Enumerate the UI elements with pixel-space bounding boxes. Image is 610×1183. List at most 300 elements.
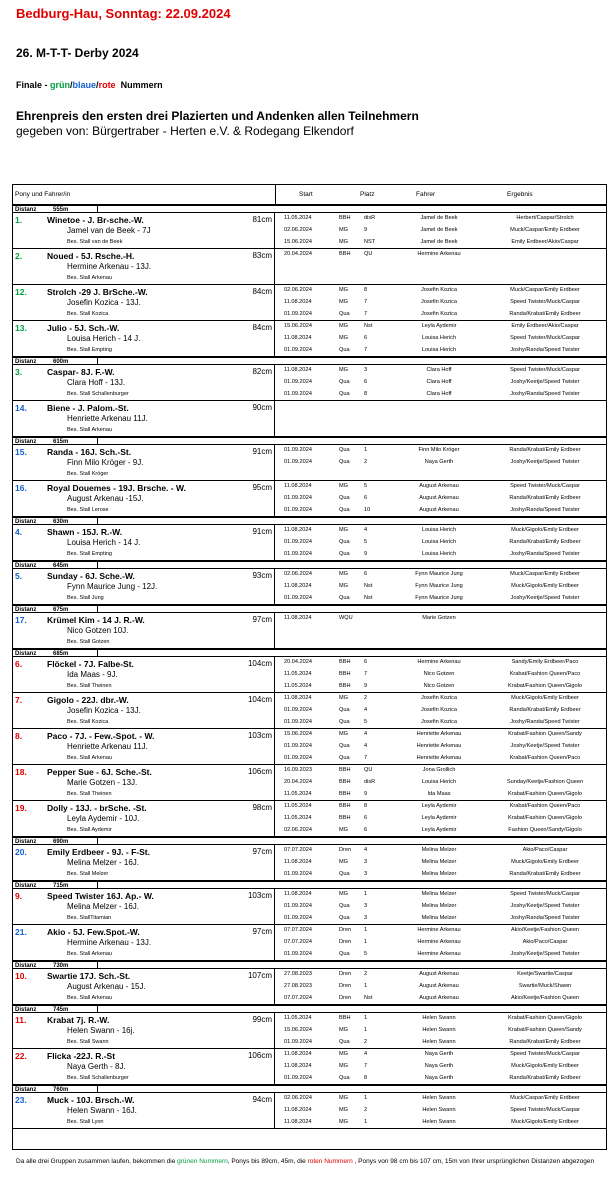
result-driver: Clara Hoff xyxy=(426,391,452,397)
result-line xyxy=(275,249,606,260)
result-line xyxy=(275,1073,606,1084)
result-date: 07.07.2024 xyxy=(284,939,312,945)
result-line xyxy=(275,657,606,668)
start-number: 19. xyxy=(15,803,27,813)
result-line xyxy=(275,777,606,788)
result-line xyxy=(275,549,606,560)
result-venue: MG xyxy=(339,367,349,373)
pony-row xyxy=(13,285,606,321)
result-place: 6 xyxy=(364,571,368,577)
stable-name: Bes. Stall Arkenau xyxy=(67,951,112,957)
result-line xyxy=(275,321,606,332)
stable-name: Bes. Stall Jung xyxy=(67,595,104,601)
result-driver: Leyla Aydemir xyxy=(421,323,457,329)
distance-value: 675m xyxy=(53,607,69,613)
result-driver: Louisa Herich xyxy=(421,335,457,341)
result-venue: Qua xyxy=(339,719,350,725)
pony-info xyxy=(13,969,275,1004)
result-line xyxy=(275,537,606,548)
pony-info xyxy=(13,213,275,248)
result-line xyxy=(275,741,606,752)
result-venue: BBH xyxy=(339,767,351,773)
result-outcome: Randa/Krabat/Emily Erdbeer xyxy=(509,707,581,713)
finale-line: Finale - grün/blaue/rote Nummern xyxy=(16,80,163,90)
result-line xyxy=(275,1013,606,1024)
result-date: 07.07.2024 xyxy=(284,995,312,1001)
result-driver: August Arkenau xyxy=(419,495,459,501)
distance-row xyxy=(13,605,606,613)
result-place: 3 xyxy=(364,367,368,373)
result-date: 11.05.2024 xyxy=(284,803,312,809)
pony-size: 103cm xyxy=(247,891,272,900)
result-line xyxy=(275,389,606,400)
result-date: 01.09.2024 xyxy=(284,951,312,957)
result-date: 11.05.2024 xyxy=(284,815,312,821)
distance-label: Distanz xyxy=(15,883,37,889)
result-driver: Jona Grollich xyxy=(422,767,456,773)
result-driver: Melina Melzer xyxy=(421,915,457,921)
result-outcome: Randa/Krabat/Emily Erdbeer xyxy=(509,871,581,877)
result-line xyxy=(275,285,606,296)
result-line xyxy=(275,693,606,704)
start-number: 1. xyxy=(15,215,23,225)
footnote-part1: Da alle drei Gruppen zusammen laufen, bekommen die xyxy=(16,1158,178,1165)
result-driver: Hermine Arkenau xyxy=(417,251,461,257)
result-outcome: Akio/Paco/Caspar xyxy=(522,939,568,945)
result-venue: MG xyxy=(339,891,349,897)
result-driver: August Arkenau xyxy=(419,971,459,977)
result-outcome: Joshy/Randa/Speed Twister xyxy=(510,719,580,725)
result-place: 4 xyxy=(364,707,368,713)
col-fahrer: Fahrer xyxy=(416,191,436,198)
driver-name: Josefin Kozica - 13J. xyxy=(67,298,141,307)
result-venue: MG xyxy=(339,227,349,233)
pony-size: 97cm xyxy=(252,615,272,624)
pony-name: Gigolo - 22J. dbr.-W. xyxy=(47,695,129,705)
distance-value: 630m xyxy=(53,519,69,525)
distance-value: 685m xyxy=(53,651,69,657)
result-driver: Henriette Arkenau xyxy=(416,731,462,737)
result-date: 11.08.2024 xyxy=(284,583,312,589)
result-line xyxy=(275,593,606,604)
result-date: 02.06.2024 xyxy=(284,827,312,833)
pony-info xyxy=(13,445,275,480)
result-line xyxy=(275,913,606,924)
footnote xyxy=(16,1157,601,1166)
start-number: 4. xyxy=(15,527,23,537)
distance-label: Distanz xyxy=(15,519,37,525)
result-place: 3 xyxy=(364,915,368,921)
result-date: 01.09.2024 xyxy=(284,507,312,513)
result-line xyxy=(275,613,606,624)
result-driver: August Arkenau xyxy=(419,983,459,989)
result-place: 6 xyxy=(364,379,368,385)
result-date: 15.06.2024 xyxy=(284,731,312,737)
result-outcome: Speed Twister/Muck/Caspar xyxy=(510,483,580,489)
result-driver: Hermine Arkenau xyxy=(417,951,461,957)
result-place: QU xyxy=(364,767,373,773)
result-outcome: Krabat/Fashion Queen/Gigolo xyxy=(507,791,582,797)
distance-label: Distanz xyxy=(15,439,37,445)
pony-size: 91cm xyxy=(252,527,272,536)
result-date: 02.06.2024 xyxy=(284,227,312,233)
result-line xyxy=(275,901,606,912)
stable-name: Bes. Stall Kröger xyxy=(67,471,109,477)
result-place: 6 xyxy=(364,659,368,665)
result-venue: BBH xyxy=(339,671,351,677)
result-date: 11.08.2024 xyxy=(284,1119,312,1125)
result-venue: MG xyxy=(339,1051,349,1057)
result-venue: Qua xyxy=(339,1039,350,1045)
result-line xyxy=(275,705,606,716)
result-venue: Dren xyxy=(339,995,352,1001)
result-place: 8 xyxy=(364,803,368,809)
distance-row xyxy=(13,517,606,525)
result-line xyxy=(275,681,606,692)
result-place: 3 xyxy=(364,859,368,865)
result-driver: August Arkenau xyxy=(419,995,459,1001)
pony-size: 104cm xyxy=(247,659,272,668)
result-venue: Qua xyxy=(339,951,350,957)
result-place: 5 xyxy=(364,719,368,725)
result-driver: Naya Gerth xyxy=(424,1063,454,1069)
result-date: 01.09.2024 xyxy=(284,915,312,921)
result-line xyxy=(275,525,606,536)
result-driver: Leyla Aydemir xyxy=(421,815,457,821)
driver-name: Hermine Arkenau - 13J. xyxy=(67,938,152,947)
result-venue: MG xyxy=(339,731,349,737)
start-number: 10. xyxy=(15,971,27,981)
result-outcome: Speed Twister/Muck/Caspar xyxy=(510,367,580,373)
result-place: Nst xyxy=(364,595,373,601)
stable-name: Bes. Stall Lyon xyxy=(67,1119,104,1125)
result-place: 7 xyxy=(364,299,368,305)
pony-info xyxy=(13,525,275,560)
stable-name: Bes. Stall Schallenburger xyxy=(67,1075,129,1081)
prize-heading: Ehrenpreis den ersten drei Plazierten und Andenken allen Teilnehmern xyxy=(16,109,419,123)
pony-info xyxy=(13,401,275,436)
pony-row xyxy=(13,969,606,1005)
result-line xyxy=(275,845,606,856)
result-date: 01.09.2024 xyxy=(284,719,312,725)
pony-size: 90cm xyxy=(252,403,272,412)
result-line xyxy=(275,869,606,880)
result-venue: MG xyxy=(339,1027,349,1033)
result-line xyxy=(275,969,606,980)
finale-suffix: Nummern xyxy=(120,80,163,90)
result-date: 11.08.2024 xyxy=(284,299,312,305)
pony-name: Noued - 5J. Rsche.-H. xyxy=(47,251,135,261)
result-place: 5 xyxy=(364,539,368,545)
pony-name: Speed Twister 16J. Ap.- W. xyxy=(47,891,154,901)
result-date: 20.04.2024 xyxy=(284,779,312,785)
result-driver: Henriette Arkenau xyxy=(416,755,462,761)
pony-row xyxy=(13,365,606,401)
result-driver: Melina Melzer xyxy=(421,903,457,909)
result-outcome: Joshy/Keetje/Speed Twister xyxy=(510,951,580,957)
starter-table xyxy=(12,184,607,1150)
result-outcome: Speed Twister/Muck/Caspar xyxy=(510,299,580,305)
pony-row xyxy=(13,729,606,765)
result-driver: Melina Melzer xyxy=(421,859,457,865)
result-outcome: Joshy/Randa/Speed Twister xyxy=(510,551,580,557)
result-line xyxy=(275,1025,606,1036)
driver-name: Fynn Maurice Jung - 12J. xyxy=(67,582,158,591)
result-line xyxy=(275,717,606,728)
result-driver: August Arkenau xyxy=(419,483,459,489)
driver-name: Nico Gotzen 10J. xyxy=(67,626,129,635)
result-outcome: Joshy/Keetje/Speed Twister xyxy=(510,903,580,909)
result-date: 11.08.2024 xyxy=(284,527,312,533)
result-place: 9 xyxy=(364,791,368,797)
distance-label: Distanz xyxy=(15,359,37,365)
result-line xyxy=(275,225,606,236)
distance-row xyxy=(13,357,606,365)
start-number: 21. xyxy=(15,927,27,937)
distance-row xyxy=(13,1005,606,1013)
result-venue: BBH xyxy=(339,251,351,257)
pony-name: Royal Douemes - 19J. Brsche. - W. xyxy=(47,483,186,493)
result-place: 9 xyxy=(364,551,368,557)
result-date: 01.09.2024 xyxy=(284,707,312,713)
result-driver: Fynn Maurice Jung xyxy=(415,595,463,601)
stable-name: Bes. Stall van de Beek xyxy=(67,239,123,245)
result-driver: Josefin Kozica xyxy=(420,299,458,305)
result-outcome: Muck/Caspar/Emily Erdbeer xyxy=(510,1095,580,1101)
result-venue: MG xyxy=(339,1107,349,1113)
footnote-green: grünen Nummern xyxy=(177,1158,228,1165)
distance-label: Distanz xyxy=(15,839,37,845)
distance-label: Distanz xyxy=(15,1007,37,1013)
start-number: 8. xyxy=(15,731,23,741)
result-line xyxy=(275,457,606,468)
result-venue: MG xyxy=(339,827,349,833)
page-title: Bedburg-Hau, Sonntag: 22.09.2024 xyxy=(16,6,231,21)
stable-name: Bes. Stall Arkenau xyxy=(67,995,112,1001)
pony-row xyxy=(13,321,606,357)
result-outcome: Joshy/Randa/Speed Twister xyxy=(510,915,580,921)
stable-name: Bes. Stall Lerose xyxy=(67,507,109,513)
pony-info xyxy=(13,845,275,880)
start-number: 9. xyxy=(15,891,23,901)
distance-row xyxy=(13,437,606,445)
start-number: 5. xyxy=(15,571,23,581)
result-date: 11.08.2024 xyxy=(284,615,312,621)
driver-name: Naya Gerth - 8J. xyxy=(67,1062,126,1071)
result-date: 15.06.2024 xyxy=(284,1027,312,1033)
pony-size: 84cm xyxy=(252,287,272,296)
pony-size: 98cm xyxy=(252,803,272,812)
result-line xyxy=(275,825,606,836)
result-date: 11.08.2024 xyxy=(284,891,312,897)
pony-size: 107cm xyxy=(247,971,272,980)
table-header xyxy=(13,185,606,205)
distance-value: 690m xyxy=(53,839,69,845)
start-number: 12. xyxy=(15,287,27,297)
pony-info xyxy=(13,481,275,516)
pony-size: 82cm xyxy=(252,367,272,376)
result-date: 20.04.2024 xyxy=(284,659,312,665)
pony-name: Dolly - 13J. - brSche. -St. xyxy=(47,803,147,813)
result-venue: MG xyxy=(339,299,349,305)
result-place: Nst xyxy=(364,583,373,589)
result-venue: Dren xyxy=(339,971,352,977)
result-outcome: Muck/Gigolo/Emily Erdbeer xyxy=(511,859,579,865)
result-venue: WQU xyxy=(339,615,353,621)
result-line xyxy=(275,981,606,992)
result-outcome: Muck/Gigolo/Emily Erdbeer xyxy=(511,583,579,589)
driver-name: Helen Swann - 16j. xyxy=(67,1026,135,1035)
result-place: 1 xyxy=(364,1095,368,1101)
result-driver: Clara Hoff xyxy=(426,367,452,373)
col-pony: Pony und Fahrer/in xyxy=(15,191,71,198)
result-line xyxy=(275,309,606,320)
result-driver: Louisa Herich xyxy=(421,347,457,353)
result-outcome: Joshy/Randa/Speed Twister xyxy=(510,347,580,353)
stable-name: Bes. Stall Theinen xyxy=(67,791,112,797)
pony-info xyxy=(13,285,275,320)
driver-name: Clara Hoff - 13J. xyxy=(67,378,126,387)
driver-name: Henriette Arkenau 11J. xyxy=(67,414,148,423)
result-outcome: Fashion Queen/Sandy/Gigolo xyxy=(508,827,582,833)
result-venue: Qua xyxy=(339,495,350,501)
result-venue: Qua xyxy=(339,459,350,465)
distance-value: 555m xyxy=(53,207,69,213)
result-outcome: Randa/Krabat/Emily Erdbeer xyxy=(509,495,581,501)
pony-row xyxy=(13,213,606,249)
result-venue: Qua xyxy=(339,311,350,317)
result-date: 01.09.2024 xyxy=(284,391,312,397)
result-line xyxy=(275,1117,606,1128)
result-date: 20.04.2024 xyxy=(284,251,312,257)
result-venue: Qua xyxy=(339,707,350,713)
result-venue: Dren xyxy=(339,847,352,853)
footnote-part2: , Ponys bis 89cm, 45m, die xyxy=(227,1158,308,1165)
result-place: 1 xyxy=(364,1015,368,1021)
pony-row xyxy=(13,801,606,837)
pony-name: Paco - 7J. - Few.-Spot. - W. xyxy=(47,731,155,741)
result-outcome: Randa/Krabat/Emily Erdbeer xyxy=(509,447,581,453)
result-date: 01.09.2024 xyxy=(284,311,312,317)
result-date: 11.08.2024 xyxy=(284,367,312,373)
pony-size: 106cm xyxy=(247,767,272,776)
result-place: 1 xyxy=(364,891,368,897)
result-outcome: Muck/Gigolo/Emily Erdbeer xyxy=(511,1119,579,1125)
result-place: Nst xyxy=(364,995,373,1001)
result-date: 11.08.2024 xyxy=(284,1063,312,1069)
result-line xyxy=(275,237,606,248)
start-number: 11. xyxy=(15,1015,27,1025)
result-date: 27.08.2023 xyxy=(284,971,312,977)
result-line xyxy=(275,889,606,900)
result-place: disR xyxy=(364,779,376,785)
result-date: 01.09.2024 xyxy=(284,379,312,385)
distance-label: Distanz xyxy=(15,207,37,213)
result-date: 02.06.2024 xyxy=(284,571,312,577)
start-number: 6. xyxy=(15,659,23,669)
result-place: 10 xyxy=(364,507,371,513)
driver-name: Jamel van de Beek - 7J xyxy=(67,226,151,235)
result-place: 6 xyxy=(364,815,368,821)
result-line xyxy=(275,669,606,680)
result-outcome: Joshy/Keetje/Speed Twister xyxy=(510,379,580,385)
result-date: 01.09.2024 xyxy=(284,551,312,557)
col-platz: Platz xyxy=(360,191,375,198)
result-date: 11.05.2024 xyxy=(284,683,312,689)
result-driver: Melina Melzer xyxy=(421,871,457,877)
result-driver: Josefin Kozica xyxy=(420,719,458,725)
result-driver: Naya Gerth xyxy=(424,1075,454,1081)
driver-name: Leyla Aydemir - 10J. xyxy=(67,814,140,823)
pony-row xyxy=(13,765,606,801)
table-body xyxy=(13,205,606,1129)
start-number: 20. xyxy=(15,847,27,857)
result-date: 16.09.2023 xyxy=(284,767,312,773)
result-outcome: Randa/Krabat/Emily Erdbeer xyxy=(509,539,581,545)
result-outcome: Joshy/Keetje/Speed Twister xyxy=(510,743,580,749)
result-outcome: Akio/Paco/Caspar xyxy=(522,847,568,853)
result-place: NST xyxy=(364,239,376,245)
pony-info xyxy=(13,365,275,400)
result-outcome: Muck/Gigolo/Emily Erdbeer xyxy=(511,695,579,701)
result-date: 11.08.2024 xyxy=(284,695,312,701)
result-driver: Louisa Herich xyxy=(421,527,457,533)
result-date: 11.05.2024 xyxy=(284,215,312,221)
result-date: 01.09.2024 xyxy=(284,871,312,877)
result-date: 01.09.2024 xyxy=(284,1039,312,1045)
result-outcome: Sunday/Keetje/Fashion Queen xyxy=(506,779,584,785)
result-outcome: Randa/Krabat/Emily Erdbeer xyxy=(509,1039,581,1045)
result-outcome: Speed Twister/Muck/Caspar xyxy=(510,891,580,897)
result-line xyxy=(275,1061,606,1072)
result-venue: MG xyxy=(339,1063,349,1069)
result-outcome: Akio/Keetje/Fashion Queen xyxy=(510,927,580,933)
distance-label: Distanz xyxy=(15,1087,37,1093)
result-driver: Melina Melzer xyxy=(421,891,457,897)
result-outcome: Sandy/Emily Erdbeer/Paco xyxy=(511,659,579,665)
result-line xyxy=(275,1037,606,1048)
result-venue: Qua xyxy=(339,915,350,921)
stable-name: Bes. Stall Schallenburger xyxy=(67,391,129,397)
pony-row xyxy=(13,1013,606,1049)
result-driver: Helen Swann xyxy=(422,1039,456,1045)
pony-info xyxy=(13,801,275,836)
result-line xyxy=(275,925,606,936)
stable-name: Bes. Stall Kozica xyxy=(67,719,109,725)
pony-name: Sunday - 6J. Sche.-W. xyxy=(47,571,135,581)
result-date: 11.05.2024 xyxy=(284,791,312,797)
col-ergebnis: Ergebnis xyxy=(507,191,533,198)
result-place: 4 xyxy=(364,731,368,737)
distance-value: 760m xyxy=(53,1087,69,1093)
pony-info xyxy=(13,321,275,356)
result-line xyxy=(275,581,606,592)
start-number: 22. xyxy=(15,1051,27,1061)
result-line xyxy=(275,569,606,580)
result-driver: Hermine Arkenau xyxy=(417,927,461,933)
pony-name: Shawn - 15J. R.-W. xyxy=(47,527,123,537)
result-venue: Qua xyxy=(339,539,350,545)
result-outcome: Krabat/Fashion Queen/Paco xyxy=(509,755,581,761)
pony-size: 95cm xyxy=(252,483,272,492)
result-place: 1 xyxy=(364,939,368,945)
pony-row xyxy=(13,569,606,605)
result-venue: MG xyxy=(339,287,349,293)
pony-name: Caspar- 8J. F.-W. xyxy=(47,367,115,377)
result-date: 01.09.2024 xyxy=(284,459,312,465)
pony-name: Krümel Kim - 14 J. R.-W. xyxy=(47,615,145,625)
stable-name: Bes. Stall Swann xyxy=(67,1039,109,1045)
